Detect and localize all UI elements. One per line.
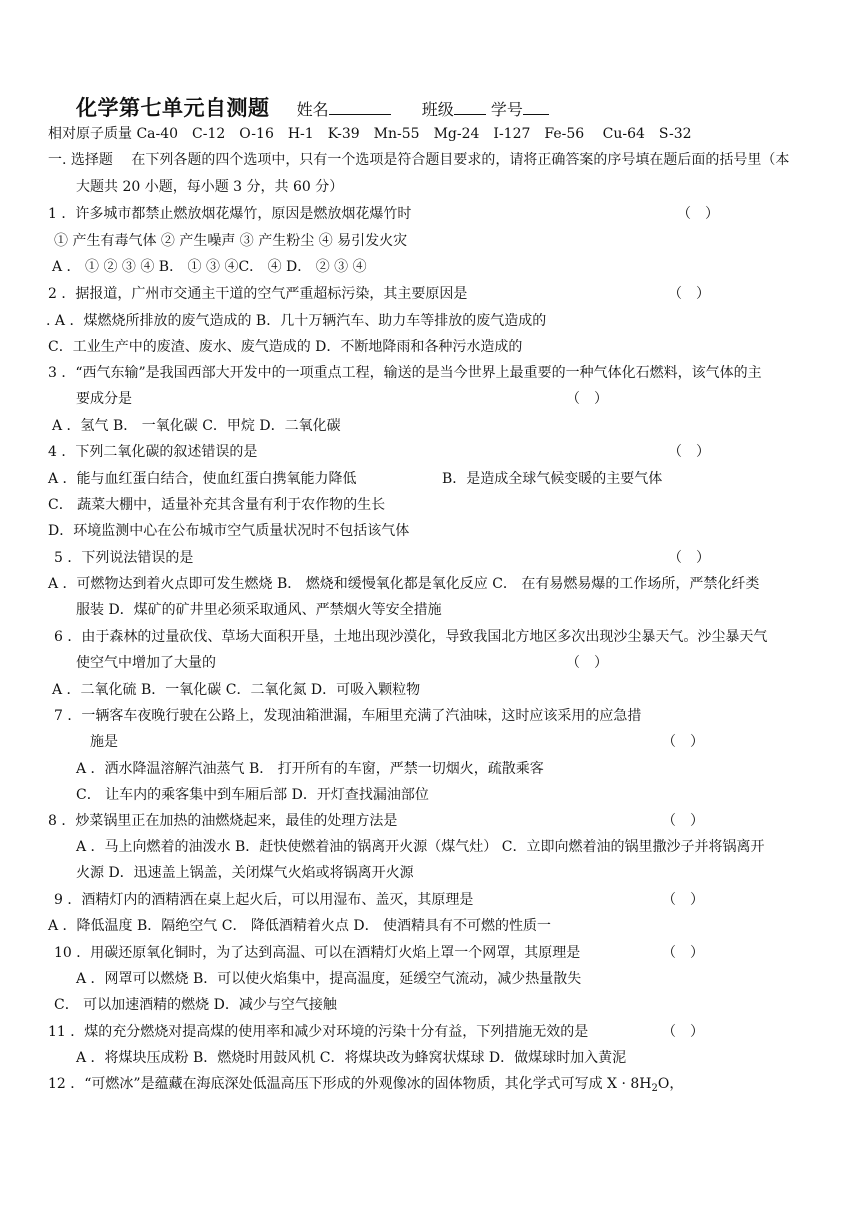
question-9: 9 ．酒精灯内的酒精洒在桌上起火后，可以用湿布、盖灭，其原理是 [54,892,474,908]
answer-paren-5[interactable]: （ ） [668,550,710,566]
answer-paren-1[interactable]: （ ） [677,206,719,222]
answer-paren-11[interactable]: （ ） [662,1024,704,1040]
name-label: 姓名 [296,100,329,119]
class-field [422,100,486,119]
header [76,92,549,122]
class-label: 班级 [421,100,454,119]
question-12-subscript: 2 [651,1083,658,1094]
answer-paren-2[interactable]: （ ） [668,286,710,302]
answer-paren-4[interactable]: （ ） [668,444,710,460]
question-10: 10 ．用碳还原氧化铜时，为了达到高温、可以在酒精灯火焰上罩一个网罩，其原理是 [54,945,581,961]
question-4-option-c: C． 蔬菜大棚中，适量补充其含量有利于农作物的生长 [48,497,386,513]
question-7-options-a: A ．洒水降温溶解汽油蒸气 B． 打开所有的车窗，严禁一切烟火，疏散乘客 [76,761,544,777]
question-1-items: ① 产生有毒气体 ② 产生噪声 ③ 产生粉尘 ④ 易引发火灾 [54,233,408,249]
question-5-options: A ．可燃物达到着火点即可发生燃烧 B． 燃烧和缓慢氧化都是氧化反应 C． 在有易燃易爆的工作场所，严禁化纤类 [48,576,760,592]
question-4-option-b: B．是造成全球气候变暖的主要气体 [442,471,663,487]
question-8: 8 ．炒菜锅里正在加热的油燃烧起来，最佳的处理方法是 [48,813,398,829]
question-7-options-c: C． 让车内的乘客集中到车厢后部 D．开灯查找漏油部位 [76,787,429,803]
question-4-option-a: A ．能与血红蛋白结合，使血红蛋白携氧能力降低 [48,471,357,487]
question-12-text: 12 ．“可燃冰”是蕴藏在海底深处低温高压下形成的外观像冰的固体物质，其化学式可写成 X · 8H [48,1076,652,1092]
question-11: 11 ．煤的充分燃烧对提高煤的使用率和减少对环境的污染十分有益，下列措施无效的是 [48,1024,589,1040]
question-8-options-cont: 火源 D．迅速盖上锅盖，关闭煤气火焰或将锅离开火源 [76,865,414,881]
question-11-options: A ．将煤块压成粉 B．燃烧时用鼓风机 C．将煤块改为蜂窝状煤球 D．做煤球时加入黄泥 [76,1050,627,1066]
question-5-options-cont: 服装 D．煤矿的矿井里必须采取通风、严禁烟火等安全措施 [76,602,442,618]
question-1: 1 ．许多城市都禁止燃放烟花爆竹，原因是燃放烟花爆竹时 [48,206,412,222]
question-4: 4 ．下列二氧化碳的叙述错误的是 [48,444,258,460]
id-blank[interactable] [523,100,549,115]
section-heading: 一. 选择题 在下列各题的四个选项中，只有一个选项是符合题目要求的，请将正确答案的序号填在题后面的括号里（本 [48,152,790,168]
question-12 [48,1075,683,1098]
answer-paren-9[interactable]: （ ） [662,892,704,908]
page-title: 化学第七单元自测题 [76,95,270,120]
question-3-cont: 要成分是 [76,391,132,407]
question-6-options: A ．二氧化硫 B．一氧化碳 C．二氧化氮 D．可吸入颗粒物 [52,682,421,698]
question-6: 6 ．由于森林的过量砍伐、草场大面积开垦，土地出现沙漠化，导致我国北方地区多次出现沙尘暴天气。沙尘暴天气 [54,629,768,645]
atomic-mass-line: 相对原子质量 Ca-40 C-12 O-16 H-1 K-39 Mn-55 Mg-24 I-127 Fe-56 Cu-64 S-32 [48,126,692,142]
question-1-options: A ． ① ② ③ ④ B． ① ③ ④C． ④ D． ② ③ ④ [52,259,367,275]
question-2: 2 ．据报道，广州市交通主干道的空气严重超标污染，其主要原因是 [48,286,468,302]
question-12-end: O， [657,1076,684,1092]
answer-paren-8[interactable]: （ ） [662,813,704,829]
name-field [297,100,391,119]
id-label: 学号 [490,100,523,119]
question-7: 7 ．一辆客车夜晚行驶在公路上，发现油箱泄漏，车厢里充满了汽油味，这时应该采用的应急措 [54,708,642,724]
section-heading-cont: 大题共 20 小题，每小题 3 分，共 60 分） [76,179,344,195]
question-4-option-d: D．环境监测中心在公布城市空气质量状况时不包括该气体 [48,523,410,539]
answer-paren-7[interactable]: （ ） [662,734,704,750]
question-5: 5 ．下列说法错误的是 [54,550,194,566]
answer-paren-10[interactable]: （ ） [662,945,704,961]
answer-paren-3[interactable]: （ ） [566,391,608,407]
id-field [491,100,549,119]
question-7-cont: 施是 [90,734,118,750]
question-2-options-c: C．工业生产中的废渣、废水、废气造成的 D．不断地降雨和各种污水造成的 [48,339,523,355]
question-10-options-c: C． 可以加速酒精的燃烧 D．减少与空气接触 [54,997,337,1013]
question-6-cont: 使空气中增加了大量的 [76,655,216,671]
class-blank[interactable] [454,100,486,115]
question-3: 3 ．“西气东输”是我国西部大开发中的一项重点工程，输送的是当今世界上最重要的一种气体化石燃料，该气体的主 [48,365,762,381]
question-8-options: A ．马上向燃着的油泼水 B．赶快使燃着油的锅离开火源（煤气灶） C．立即向燃着油的锅里撒沙子并将锅离开 [76,839,765,855]
question-10-options-a: A ．网罩可以燃烧 B．可以使火焰集中，提高温度，延缓空气流动，减少热量散失 [76,971,582,987]
question-3-options: A ．氢气 B． 一氧化碳 C．甲烷 D．二氧化碳 [52,418,341,434]
answer-paren-6[interactable]: （ ） [566,655,608,671]
question-2-options-a: . A ．煤燃烧所排放的废气造成的 B．几十万辆汽车、助力车等排放的废气造成的 [46,313,547,329]
question-9-options: A ．降低温度 B．隔绝空气 C． 降低酒精着火点 D． 使酒精具有不可燃的性质一 [48,918,552,934]
name-blank[interactable] [329,100,391,115]
